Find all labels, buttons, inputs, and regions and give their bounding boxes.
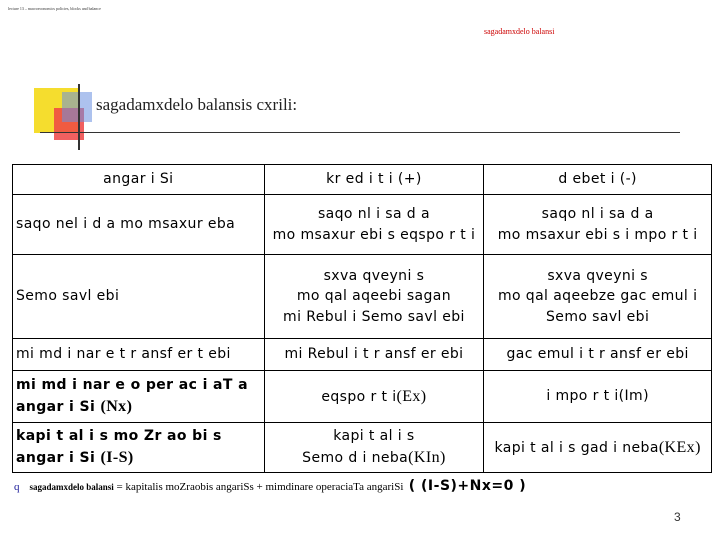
slide-title: sagadamxdelo balansis cxrili:: [96, 95, 298, 114]
topic-label: sagadamxdelo balansi: [484, 27, 555, 36]
table-row: [13, 255, 712, 339]
bullet-icon: q: [14, 481, 20, 493]
row-income-credit: [264, 255, 484, 339]
header-debit: d ebet i (-): [484, 165, 712, 195]
cell-line: mi Rebul i Semo savl ebi: [283, 308, 465, 325]
table-row: [13, 339, 712, 371]
cell-formula: (I-S): [100, 449, 134, 467]
cell-line: mo qal aqeebze gac emul i: [497, 288, 698, 305]
footer-statement: [14, 478, 526, 494]
cell-line: sxva qveyni s: [547, 268, 648, 285]
cell-text: angar i Si: [16, 399, 96, 416]
deco-vertical-line: [78, 84, 80, 150]
cell-line: kapi t al i s: [333, 427, 415, 444]
footer-highlight: sagadamxdelo balansi: [29, 482, 114, 492]
cell-line: Semo savl ebi: [546, 308, 650, 325]
footer-equation: ( (I-S)+Nx=0 ): [403, 478, 527, 494]
cell-formula: (KIn): [408, 449, 446, 467]
page-number: 3: [674, 510, 681, 524]
row-goods-credit: [264, 195, 484, 255]
cell-line: saqo nl i sa d a: [541, 206, 654, 223]
header-account: angar i Si: [13, 165, 265, 195]
cell-formula: (Im): [618, 388, 649, 405]
row-goods-label: saqo nel i d a mo msaxur eba: [13, 195, 265, 255]
row-transfers-label: mi md i nar e t r ansf er t ebi: [13, 339, 265, 371]
cell-formula: (Nx): [100, 398, 133, 416]
table-row: [13, 195, 712, 255]
cell-text: Semo d i neba: [302, 450, 409, 467]
row-transfers-debit: gac emul i t r ansf er ebi: [484, 339, 712, 371]
deco-horizontal-line: [40, 132, 680, 133]
cell-line: [268, 446, 481, 469]
cell-line: mo msaxur ebi s i mpo r t i: [497, 226, 698, 243]
cell-text: eqspo r t i: [321, 388, 397, 405]
table-header-row: [13, 165, 712, 195]
cell-line: saqo nl i sa d a: [317, 206, 430, 223]
table-row: [13, 371, 712, 423]
row-transfers-credit: mi Rebul i t r ansf er ebi: [264, 339, 484, 371]
row-capital-account-credit: [264, 423, 484, 473]
row-income-debit: [484, 255, 712, 339]
cell-line: kapi t al i s mo Zr ao bi s: [16, 427, 222, 444]
row-goods-debit: [484, 195, 712, 255]
cell-line: [16, 395, 261, 418]
row-capital-account-label: [13, 423, 265, 473]
cell-formula: (Ex): [396, 387, 427, 405]
footer-text: = kapitalis moZraobis angariSs + mimdinare operaciaTa angariSi: [113, 481, 404, 493]
balance-table: [12, 164, 712, 473]
cell-text: kapi t al i s gad i neba: [494, 439, 659, 456]
cell-line: mo msaxur ebi s eqspo r t i: [272, 226, 476, 243]
table-row: [13, 423, 712, 473]
cell-text: angar i Si: [16, 450, 96, 467]
cell-line: sxva qveyni s: [323, 268, 425, 285]
cell-text: i mpo r t i: [546, 388, 619, 405]
cell-line: mo qal aqeebi sagan: [296, 288, 452, 305]
row-capital-account-debit: [484, 423, 712, 473]
cell-formula: (KEx): [658, 438, 701, 456]
cell-line: mi md i nar e o per ac i aT a: [16, 376, 248, 393]
row-income-label: Semo savl ebi: [13, 255, 265, 339]
header-credit: kr ed i t i (+): [264, 165, 484, 195]
cell-line: [16, 446, 261, 469]
row-current-account-debit: [484, 371, 712, 423]
header-note: lecture 13 – macroeconomics policies, blocks and balance: [8, 6, 101, 11]
row-current-account-credit: [264, 371, 484, 423]
deco-square-blue: [62, 92, 92, 122]
row-current-account-label: [13, 371, 265, 423]
